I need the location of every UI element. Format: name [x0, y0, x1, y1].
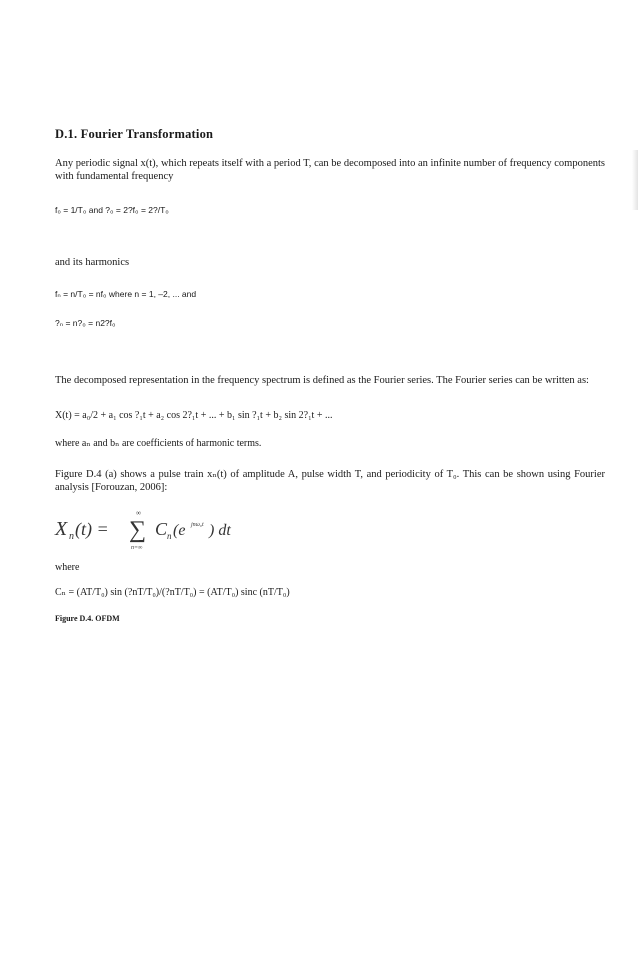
figure-reference-paragraph: Figure D.4 (a) shows a pulse train xₙ(t) of amplitude A, pulse width T, and periodicity of T₀. This can be shown using Fourier analysis [Forouzan, 2006]:: [55, 469, 605, 493]
section-heading: D.1. Fourier Transformation: [55, 127, 214, 141]
formula-term-sub: n: [167, 531, 172, 541]
fourier-series-equation: X(t) = a₀/2 + a₁ cos ?₁t + a₂ cos 2?₁t + ... + b₁ sin ?₁t + b₂ sin 2?₁t + ...: [55, 410, 333, 421]
harmonics-text: and its harmonics: [55, 257, 130, 268]
fundamental-frequency-equation: f₀ = 1/T₀ and ?₀ = 2?f₀ = 2?/T₀: [55, 205, 169, 215]
fourier-sum-formula: [53, 505, 273, 553]
scan-edge-shadow: [632, 150, 638, 210]
harmonic-angular-equation: ?ₙ = n?₀ = n2?f₀: [55, 318, 116, 328]
coefficients-text: where aₙ and bₙ are coefficients of harmonic terms.: [55, 438, 262, 449]
formula-sum-top: ∞: [136, 509, 141, 517]
formula-term-exp: jnω₀t: [191, 522, 204, 528]
figure-caption: Figure D.4. OFDM: [55, 614, 120, 623]
formula-sum-bottom: n=∞: [131, 545, 143, 551]
formula-lhs: X: [55, 518, 68, 540]
formula-sum-sign: ∑: [129, 517, 147, 543]
formula-lhs-arg: (t) =: [75, 519, 109, 539]
harmonic-frequency-equation: fₙ = n/T₀ = nf₀ where n = 1, –2, ... and: [55, 289, 197, 299]
where-text: where: [55, 562, 80, 573]
formula-lhs-sub: n: [69, 531, 74, 542]
cn-equation: Cₙ = (AT/T₀) sin (?nT/T₀)/(?nT/T₀) = (AT/T₀) sinc (nT/T₀): [55, 587, 290, 598]
decomposition-paragraph: The decomposed representation in the frequency spectrum is defined as the Fourier series. The Fourier series can be written as:: [55, 375, 589, 386]
intro-paragraph: Any periodic signal x(t), which repeats itself with a period T, can be decomposed into an infinite number of frequency components with fundamental frequency: [55, 158, 605, 182]
formula-term-close: ) dt: [209, 522, 231, 539]
formula-term-arg: (e: [173, 522, 186, 539]
formula-term: C: [155, 519, 168, 539]
